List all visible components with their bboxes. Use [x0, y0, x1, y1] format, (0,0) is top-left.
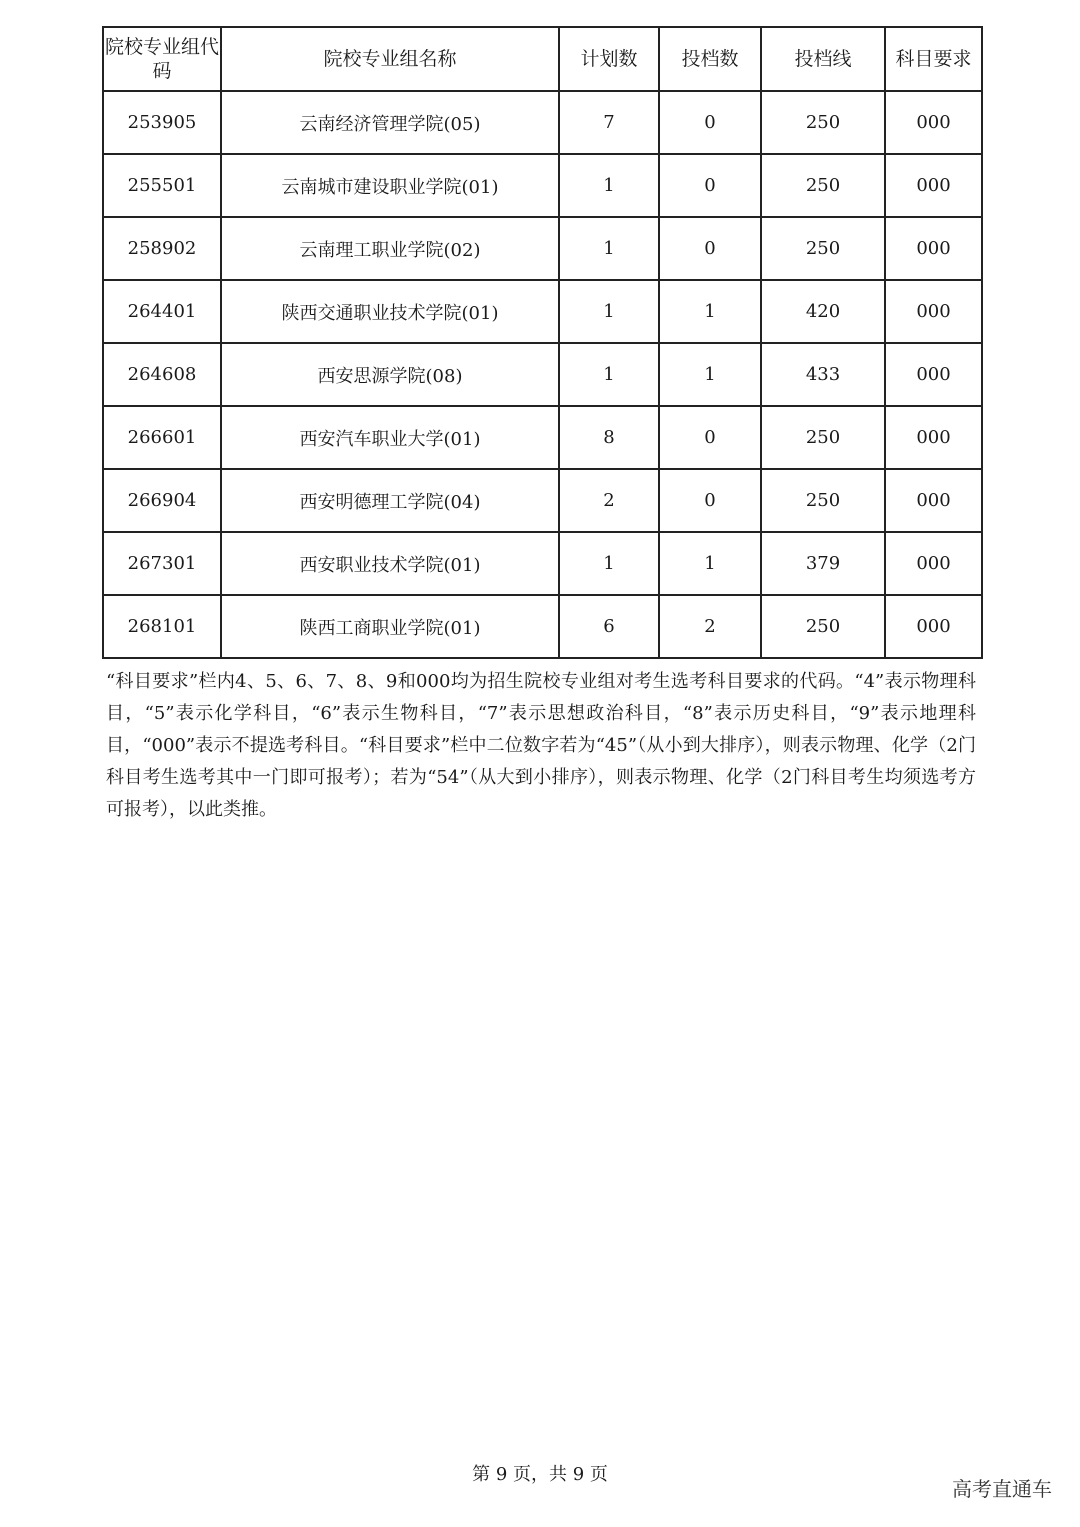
cell-submitted: 0: [659, 469, 761, 532]
cell-submitted: 0: [659, 406, 761, 469]
cell-requirement: 000: [885, 469, 982, 532]
cell-code: 267301: [103, 532, 221, 595]
cell-submitted: 0: [659, 217, 761, 280]
cell-plan: 7: [559, 91, 659, 154]
subject-requirement-note: “科目要求”栏内4、5、6、7、8、9和000均为招生院校专业组对考生选考科目要求的代码。“4”表示物理科目，“5”表示化学科目，“6”表示生物科目，“7”表示思想政治科目，“8”表示历史科目，“9”表示地理科目，“000”表示不提选考科目。“科目要求”栏中二位数字若为“45”（从小到大排序），则表示物理、化学（2门科目考生选考其中一门即可报考）；若为“54”（从大到小排序），则表示物理、化学（2门科目考生均须选考方可报考），以此类推。: [106, 671, 976, 820]
cell-requirement: 000: [885, 91, 982, 154]
cell-line: 250: [761, 406, 885, 469]
header-code: 院校专业组代码: [103, 27, 221, 91]
table-row: [103, 280, 982, 343]
cell-requirement: 000: [885, 280, 982, 343]
header-line: 投档线: [761, 27, 885, 91]
cell-plan: 1: [559, 280, 659, 343]
cell-submitted: 0: [659, 154, 761, 217]
cell-requirement: 000: [885, 406, 982, 469]
cell-line: 250: [761, 154, 885, 217]
cell-plan: 1: [559, 217, 659, 280]
cell-requirement: 000: [885, 217, 982, 280]
cell-plan: 1: [559, 343, 659, 406]
header-name: 院校专业组名称: [221, 27, 559, 91]
cell-name: 西安职业技术学院(01): [221, 532, 559, 595]
cell-submitted: 2: [659, 595, 761, 658]
cell-name: 云南城市建设职业学院(01): [221, 154, 559, 217]
cell-requirement: 000: [885, 154, 982, 217]
cell-code: 268101: [103, 595, 221, 658]
table-row: [103, 91, 982, 154]
cell-name: 西安汽车职业大学(01): [221, 406, 559, 469]
cell-code: 255501: [103, 154, 221, 217]
header-plan: 计划数: [559, 27, 659, 91]
cell-name: 云南经济管理学院(05): [221, 91, 559, 154]
table-row: [103, 595, 982, 658]
cell-submitted: 1: [659, 280, 761, 343]
cell-submitted: 0: [659, 91, 761, 154]
table-row: [103, 532, 982, 595]
cell-line: 420: [761, 280, 885, 343]
cell-line: 250: [761, 595, 885, 658]
table-row: [103, 217, 982, 280]
cell-requirement: 000: [885, 532, 982, 595]
cell-line: 250: [761, 217, 885, 280]
table-row: [103, 343, 982, 406]
header-requirement: 科目要求: [885, 27, 982, 91]
cell-requirement: 000: [885, 595, 982, 658]
cell-submitted: 1: [659, 532, 761, 595]
cell-plan: 1: [559, 154, 659, 217]
cell-line: 433: [761, 343, 885, 406]
cell-code: 264608: [103, 343, 221, 406]
admission-table: [102, 26, 983, 659]
cell-code: 253905: [103, 91, 221, 154]
table-header-row: [103, 27, 982, 91]
cell-plan: 2: [559, 469, 659, 532]
header-submitted: 投档数: [659, 27, 761, 91]
cell-plan: 8: [559, 406, 659, 469]
watermark-text: 高考直通车: [952, 1477, 1052, 1501]
cell-line: 250: [761, 91, 885, 154]
cell-code: 264401: [103, 280, 221, 343]
cell-code: 266904: [103, 469, 221, 532]
cell-requirement: 000: [885, 343, 982, 406]
cell-plan: 6: [559, 595, 659, 658]
cell-name: 陕西交通职业技术学院(01): [221, 280, 559, 343]
table-row: [103, 406, 982, 469]
cell-name: 云南理工职业学院(02): [221, 217, 559, 280]
cell-line: 250: [761, 469, 885, 532]
table-row: [103, 154, 982, 217]
cell-code: 258902: [103, 217, 221, 280]
cell-line: 379: [761, 532, 885, 595]
cell-name: 陕西工商职业学院(01): [221, 595, 559, 658]
cell-code: 266601: [103, 406, 221, 469]
cell-plan: 1: [559, 532, 659, 595]
cell-submitted: 1: [659, 343, 761, 406]
table-row: [103, 469, 982, 532]
page-number: 第 9 页，共 9 页: [472, 1464, 608, 1485]
cell-name: 西安思源学院(08): [221, 343, 559, 406]
cell-name: 西安明德理工学院(04): [221, 469, 559, 532]
